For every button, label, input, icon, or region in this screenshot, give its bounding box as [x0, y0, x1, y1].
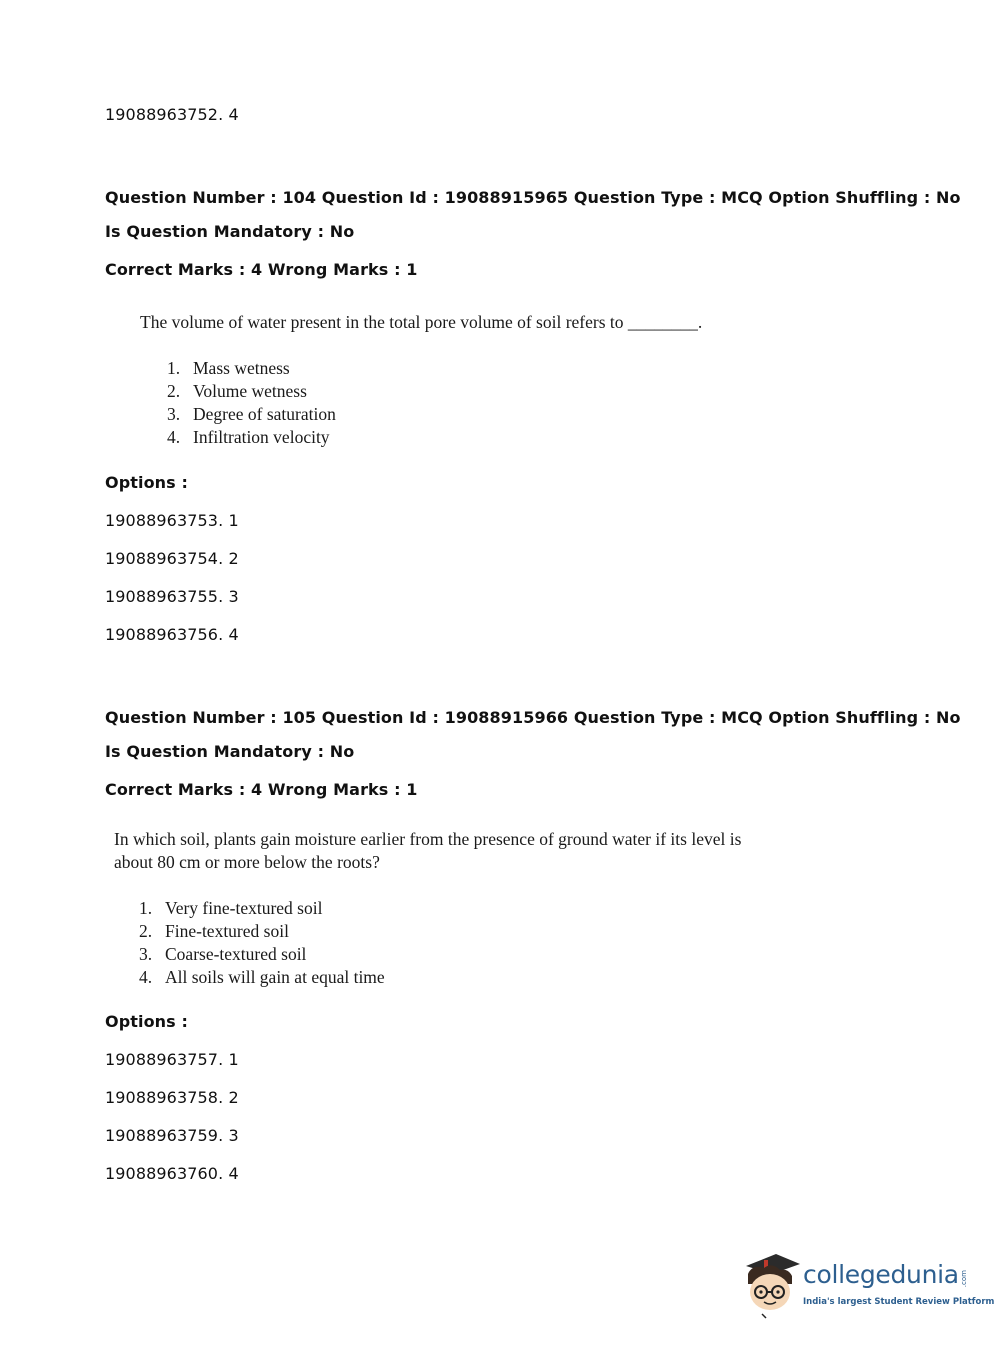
question-mandatory: Is Question Mandatory : No: [105, 222, 355, 241]
choice-item: 2. Fine-textured soil: [139, 921, 289, 941]
question-text: The volume of water present in the total pore volume of soil refers to ________.: [140, 312, 703, 332]
option-item: 19088963757. 1: [105, 1050, 239, 1069]
brand-tagline: India's largest Student Review Platform: [803, 1297, 995, 1307]
choice-item: 1. Mass wetness: [167, 358, 290, 378]
option-item: 19088963759. 3: [105, 1126, 239, 1145]
choice-item: 3. Degree of saturation: [167, 404, 336, 424]
option-item: 19088963756. 4: [105, 625, 239, 644]
option-item: 19088963753. 1: [105, 511, 239, 530]
choice-list: [139, 897, 385, 989]
options-label: Options :: [105, 473, 188, 492]
question-text-line-1: In which soil, plants gain moisture earlier from the presence of ground water if its level is: [114, 829, 742, 849]
choice-item: 1. Very fine-textured soil: [139, 898, 323, 918]
options-label: Options :: [105, 1012, 188, 1031]
question-text-line-2: about 80 cm or more below the roots?: [114, 852, 380, 872]
collegedunia-logo: [742, 1250, 995, 1320]
choice-item: 2. Volume wetness: [167, 381, 307, 401]
brand-name: collegedunia: [803, 1260, 959, 1289]
option-item: 19088963754. 2: [105, 549, 239, 568]
option-item: 19088963760. 4: [105, 1164, 239, 1183]
question-mandatory: Is Question Mandatory : No: [105, 742, 355, 761]
brand-suffix: .com: [960, 1270, 968, 1288]
question-marks: Correct Marks : 4 Wrong Marks : 1: [105, 260, 418, 279]
choice-item: 4. Infiltration velocity: [167, 427, 330, 447]
choice-list: [167, 357, 336, 449]
question-header: Question Number : 105 Question Id : 19088915966 Question Type : MCQ Option Shuffling : No: [105, 708, 961, 727]
question-header: Question Number : 104 Question Id : 19088915965 Question Type : MCQ Option Shuffling : No: [105, 188, 961, 207]
option-item: 19088963755. 3: [105, 587, 239, 606]
option-item: 19088963758. 2: [105, 1088, 239, 1107]
prev-option-4: 19088963752. 4: [105, 105, 239, 124]
question-marks: Correct Marks : 4 Wrong Marks : 1: [105, 780, 418, 799]
mascot-icon: [742, 1250, 802, 1320]
choice-item: 4. All soils will gain at equal time: [139, 967, 385, 987]
choice-item: 3. Coarse-textured soil: [139, 944, 307, 964]
